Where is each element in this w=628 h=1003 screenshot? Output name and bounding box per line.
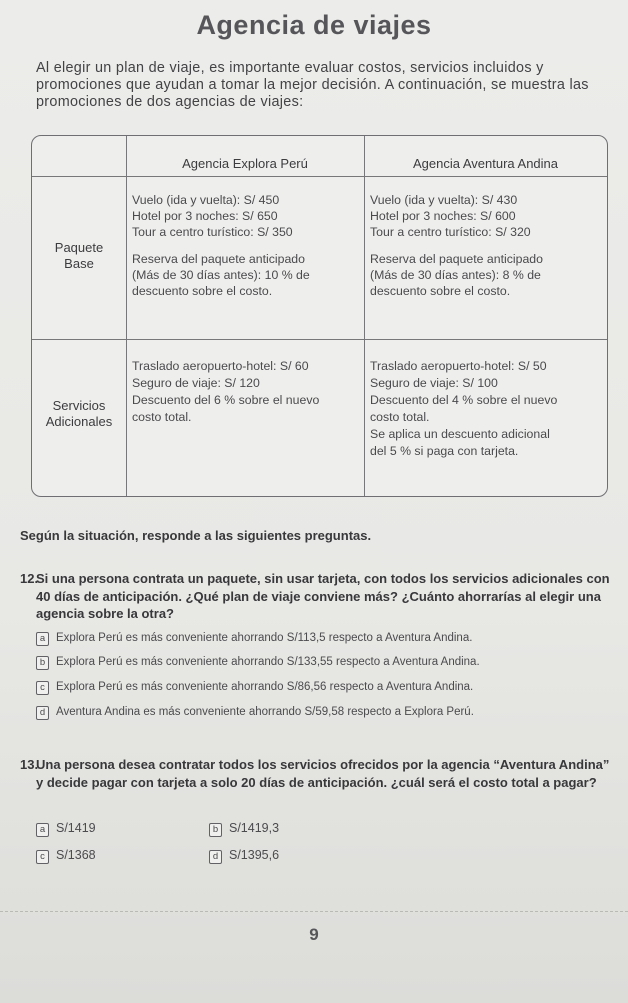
intro-paragraph: Al elegir un plan de viaje, es importante evaluar costos, servicios incluidos y promociones que ayudan a tomar la mejor decisión. A continuación, se muestra las promociones de dos agencias de viajes: [36,60,589,110]
cell-gap [132,240,310,252]
row-label-paquete-base [32,240,126,272]
q12-option-a[interactable] [36,632,472,646]
q12-option-c[interactable] [36,681,473,695]
cell-explora-servicios [132,358,319,426]
cell-line: Vuelo (ida y vuelta): S/ 430 [370,193,518,207]
cell-line: (Más de 30 días antes): 10 % de [132,268,310,283]
cell-line: Hotel por 3 noches: S/ 650 [132,208,278,223]
table-divider [364,136,365,496]
cell-line: descuento sobre el costo. [370,283,511,298]
row-label-line: Base [64,256,94,271]
option-letter-box: c [36,850,49,864]
option-letter-box: d [209,850,222,864]
question-number: 13. [20,757,39,772]
option-letter-box: b [209,823,222,837]
option-text: Explora Perú es más conveniente ahorrando S/113,5 respecto a Aventura Andina. [56,632,473,644]
q13-option-c[interactable] [36,848,96,864]
question-text: Si una persona contrata un paquete, sin usar tarjeta, con todos los servicios adicionales con 40 días de anticipación. ¿Qué plan de viaje conviene más? ¿Cuánto ahorrarías al elegir una agencia sobre la otra? [36,571,610,621]
row-label-line: Paquete [54,240,104,255]
table-divider [126,136,127,496]
page-title: Agencia de viajes [196,10,432,40]
cell-line: Seguro de viaje: S/ 120 [132,376,260,390]
q13-option-d[interactable] [209,848,279,864]
table-divider [32,176,607,177]
question-12 [20,570,610,625]
option-text: S/1419 [56,821,96,835]
row-label-line: Adicionales [45,414,113,429]
instruction-text: Según la situación, responde a las siguientes preguntas. [20,528,372,543]
cell-line: Seguro de viaje: S/ 100 [370,376,498,390]
cell-line: Descuento del 4 % sobre el nuevo [370,393,558,407]
cell-line: del 5 % si paga con tarjeta. [370,444,519,458]
cell-gap [370,240,543,252]
cell-line: descuento sobre el costo. [132,283,273,298]
q12-option-b[interactable] [36,656,480,670]
option-text: S/1419,3 [229,821,280,835]
cell-line: costo total. [370,410,430,424]
option-text: Aventura Andina es más conveniente ahorrando S/59,58 respecto a Explora Perú. [56,706,474,718]
cell-line: Traslado aeropuerto-hotel: S/ 60 [132,359,309,373]
cell-aventura-servicios [370,358,557,460]
cell-explora-paquete [132,193,310,300]
page-number: 9 [309,925,319,944]
q12-option-d[interactable] [36,706,474,720]
page-divider [0,911,628,912]
option-text: Explora Perú es más conveniente ahorrando S/86,56 respecto a Aventura Andina. [56,681,474,693]
cell-line: Se aplica un descuento adicional [370,427,550,441]
row-label-line: Servicios [52,398,106,413]
cell-aventura-paquete [370,193,543,300]
option-letter-box: a [36,632,49,646]
comparison-table [31,135,608,497]
question-number: 12. [20,571,39,586]
row-label-servicios-adicionales [32,398,126,430]
header-explora: Agencia Explora Perú [182,156,308,171]
q13-option-b[interactable] [209,821,279,837]
cell-line: Hotel por 3 noches: S/ 600 [370,208,516,223]
question-text: Una persona desea contratar todos los servicios ofrecidos por la agencia “Aventura Andina” y decide pagar con tarjeta a solo 20 días de anticipación. ¿cuál será el costo total a pagar? [36,757,610,790]
option-text: Explora Perú es más conveniente ahorrando S/133,55 respecto a Aventura Andina. [56,656,480,668]
cell-line: (Más de 30 días antes): 8 % de [370,268,541,283]
cell-line: Descuento del 6 % sobre el nuevo [132,393,320,407]
cell-line: Tour a centro turístico: S/ 320 [370,224,531,239]
cell-line: Reserva del paquete anticipado [132,252,305,267]
question-13 [20,756,610,811]
cell-line: Reserva del paquete anticipado [370,252,543,267]
cell-line: Vuelo (ida y vuelta): S/ 450 [132,193,280,207]
cell-line: Tour a centro turístico: S/ 350 [132,224,293,239]
cell-line: Traslado aeropuerto-hotel: S/ 50 [370,359,547,373]
option-letter-box: d [36,706,49,720]
cell-line: costo total. [132,410,192,424]
table-divider [32,339,607,340]
option-letter-box: a [36,823,49,837]
option-text: S/1368 [56,848,96,862]
option-letter-box: c [36,681,49,695]
option-text: S/1395,6 [229,848,280,862]
option-letter-box: b [36,656,49,670]
q13-option-a[interactable] [36,821,96,837]
header-aventura: Agencia Aventura Andina [412,156,559,171]
